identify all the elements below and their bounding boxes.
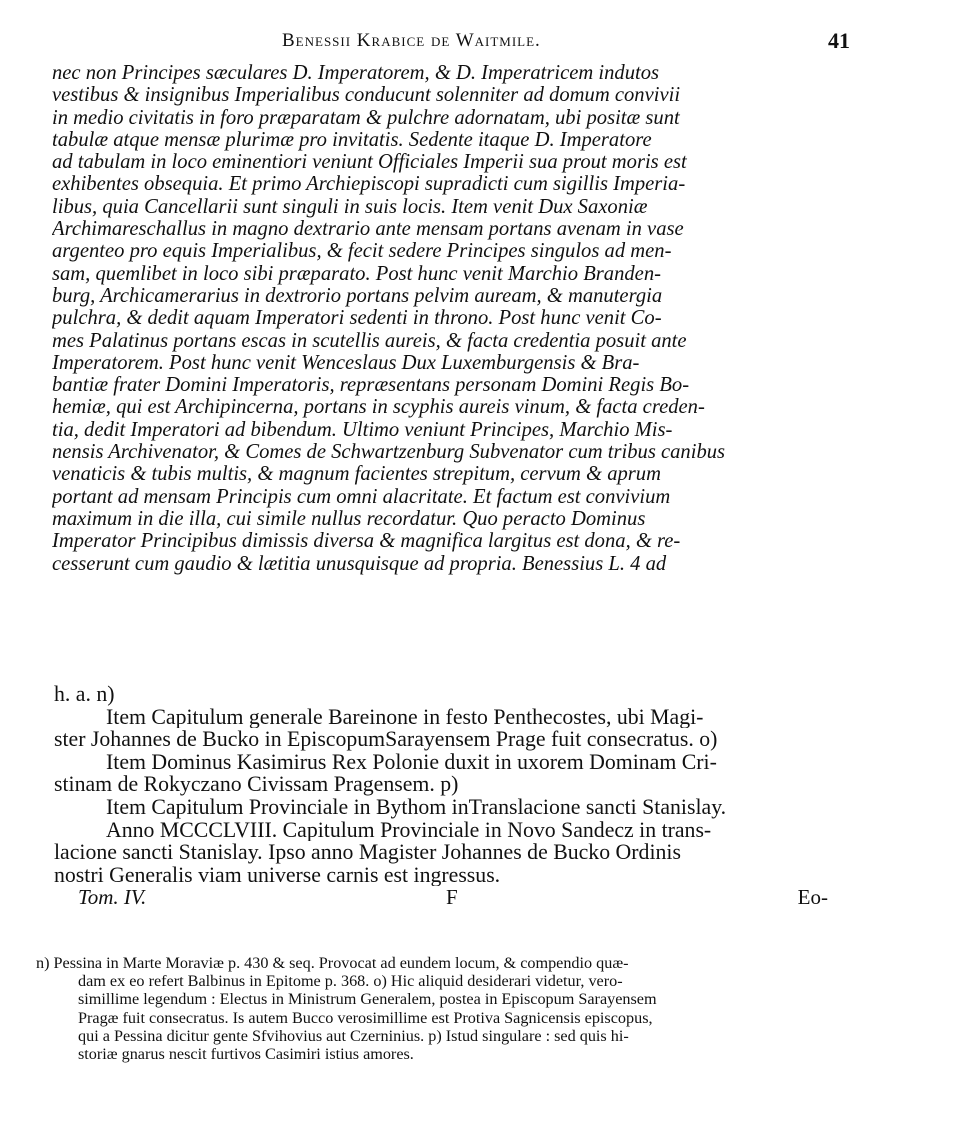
footnote-line: Pragæ fuit consecratus. Is autem Bucco verosimillime est Protiva Sagnicensis episcopus, <box>78 1008 653 1027</box>
text-line: h. a. n) <box>54 683 115 706</box>
text-line: portant ad mensam Principis cum omni alacritate. Et factum est convivium <box>52 485 671 508</box>
text-line: nensis Archivenator, & Comes de Schwartzenburg Subvenator cum tribus canibus <box>52 441 726 464</box>
text-line: vestibus & insignibus Imperialibus conducunt solenniter ad domum convivii <box>52 84 681 107</box>
paragraph-start-line: Item Capitulum Provinciale in Bythom inTranslacione sancti Stanislay. <box>106 795 727 819</box>
paragraph-start-line: Item Dominus Kasimirus Rex Polonie duxit in uxorem Dominam Cri- <box>106 750 717 774</box>
footnote-line: n) Pessina in Marte Moraviæ p. 430 & seq. Provocat ad eundem locum, & compendio quæ- <box>36 954 629 972</box>
text-line: in medio civitatis in foro præparatam & pulchre adornatam, ubi positæ sunt <box>52 106 680 129</box>
text-line: ad tabulam in loco eminentiori veniunt Officiales Imperii sua prout moris est <box>52 151 687 174</box>
footnote-line: dam ex eo refert Balbinus in Epitome p. 368. o) Hic aliquid desiderari videtur, vero- <box>78 972 623 991</box>
text-line: Imperatorem. Post hunc venit Wenceslaus Dux Luxemburgensis & Bra- <box>52 351 640 374</box>
footnote-line: simillime legendum : Electus in Ministrum Generalem, postea in Episcopum Sarayensem <box>78 990 657 1009</box>
catchword: Eo- <box>797 885 828 909</box>
text-line: exhibentes obsequia. Et primo Archiepiscopi supradicti cum sigillis Imperia- <box>52 173 686 196</box>
footnote-line: storiæ gnarus nescit furtivos Casimiri istius amores. <box>78 1045 414 1064</box>
text-line: venaticis & tubis multis, & magnum facientes strepitum, cervum & aprum <box>52 463 661 486</box>
page-number: 41 <box>828 28 850 53</box>
text-line: Archimareschallus in magno dextrario ante mensam portans avenam in vase <box>52 218 684 241</box>
footnote-line: qui a Pessina dicitur gente Sfvihovius aut Czerninius. p) Istud singulare : sed quis hi- <box>78 1026 629 1045</box>
text-line: tabulæ atque mensæ plurimæ pro invitatis. Sedente itaque D. Imperatore <box>52 128 652 151</box>
text-line: lacione sancti Stanislay. Ipso anno Magister Johannes de Bucko Ordinis <box>54 841 681 864</box>
text-line: ster Johannes de Bucko in EpiscopumSarayensem Prage fuit consecratus. o) <box>54 728 718 751</box>
text-line: maximum in die illa, cui simile nullus recordatur. Quo peracto Dominus <box>52 507 646 530</box>
text-line: argenteo pro equis Imperialibus, & fecit sedere Principes singulos ad men- <box>52 240 672 263</box>
signature-mark: F <box>446 885 458 909</box>
text-line: libus, quia Cancellarii sunt singuli in suis locis. Item venit Dux Saxoniæ <box>52 195 648 218</box>
text-line: hemiæ, qui est Archipincerna, portans in scyphis aureis vinum, & facta creden- <box>52 396 705 419</box>
text-line: sam, quemlibet in loco sibi præparato. Post hunc venit Marchio Branden- <box>52 262 661 285</box>
quoted-latin-passage <box>52 62 832 575</box>
running-title: Benessii Krabice de Waitmile. <box>282 30 541 51</box>
chronicle-entries <box>54 683 834 886</box>
signature-line <box>54 885 834 911</box>
text-line: tia, dedit Imperatori ad bibendum. Ultimo veniunt Principes, Marchio Mis- <box>52 418 673 441</box>
text-line: bantiæ frater Domini Imperatoris, repræsentans personam Domini Regis Bo- <box>52 374 690 397</box>
paragraph-start-line: Anno MCCCLVIII. Capitulum Provinciale in Novo Sandecz in trans- <box>106 818 712 842</box>
text-line: pulchra, & dedit aquam Imperatori sedenti in throno. Post hunc venit Co- <box>52 307 662 330</box>
text-line: nostri Generalis viam universe carnis est ingressus. <box>54 863 501 887</box>
text-line: burg, Archicamerarius in dextrorio portans pelvim auream, & manutergia <box>52 284 663 307</box>
text-line: Imperator Principibus dimissis diversa & magnifica largitus est dona, & re- <box>52 530 681 553</box>
paragraph-start-line: Item Capitulum generale Bareinone in festo Penthecostes, ubi Magi- <box>106 705 704 729</box>
text-line: stinam de Rokyczano Civissam Pragensem. p) <box>54 773 459 796</box>
text-line: nec non Principes sæculares D. Imperatorem, & D. Imperatricem indutos <box>52 62 660 84</box>
tome-label: Tom. IV. <box>78 885 147 909</box>
text-line: mes Palatinus portans escas in scutellis aureis, & facta credentia posuit ante <box>52 329 687 352</box>
running-header <box>60 22 850 58</box>
footnotes <box>36 954 836 1063</box>
text-line: cesserunt cum gaudio & lætitia unusquisque ad propria. Benessius L. 4 ad <box>52 552 667 575</box>
